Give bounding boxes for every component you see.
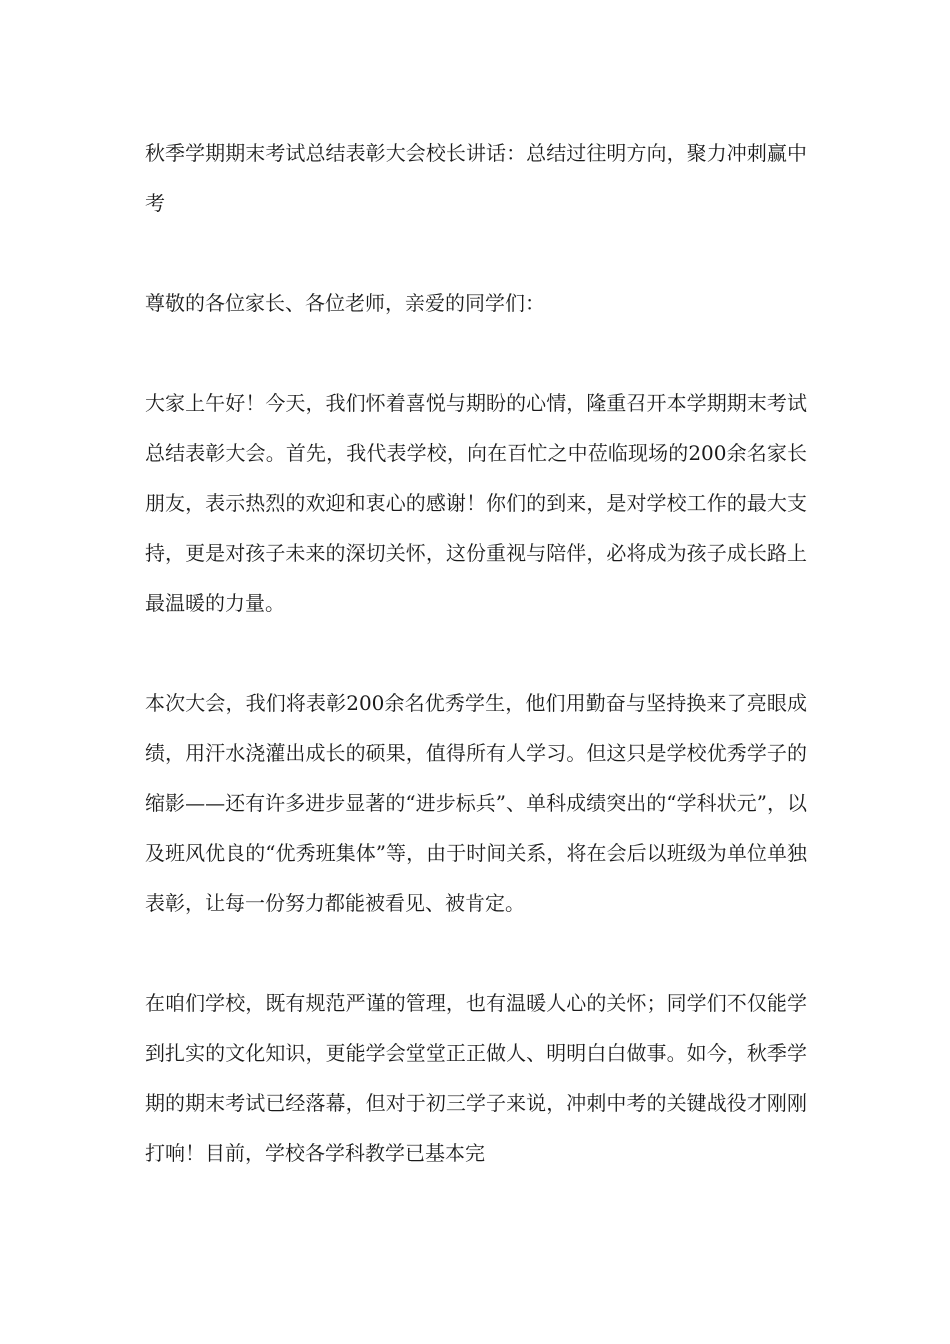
paragraph-welcome: 大家上午好！今天，我们怀着喜悦与期盼的心情，隆重召开本学期期末考试总结表彰大会。首先，我代表学校，向在百忙之中莅临现场的200余名家长朋友，表示热烈的欢迎和衷心的感谢！你们的到来，是对学校工作的最大支持，更是对孩子未来的深切关怀，这份重视与陪伴，必将成为孩子成长路上最温暖的力量。	[145, 391, 807, 615]
document-body	[145, 128, 807, 1178]
paragraph-awards: 本次大会，我们将表彰200余名优秀学生，他们用勤奋与坚持换来了亮眼成绩，用汗水浇灌出成长的硕果，值得所有人学习。但这只是学校优秀学子的缩影——还有许多进步显著的“进步标兵”、单科成绩突出的“学科状元”，以及班风优良的“优秀班集体”等，由于时间关系，将在会后以班级为单位单独表彰，让每一份努力都能被看见、被肯定。	[145, 691, 807, 915]
paragraph-school-and-exam: 在咱们学校，既有规范严谨的管理，也有温暖人心的关怀；同学们不仅能学到扎实的文化知识，更能学会堂堂正正做人、明明白白做事。如今，秋季学期的期末考试已经落幕，但对于初三学子来说，冲刺中考的关键战役才刚刚打响！目前，学校各学科教学已基本完	[145, 991, 807, 1165]
document-title: 秋季学期期末考试总结表彰大会校长讲话：总结过往明方向，聚力冲刺赢中考	[145, 141, 807, 215]
salutation: 尊敬的各位家长、各位老师，亲爱的同学们：	[145, 291, 545, 315]
